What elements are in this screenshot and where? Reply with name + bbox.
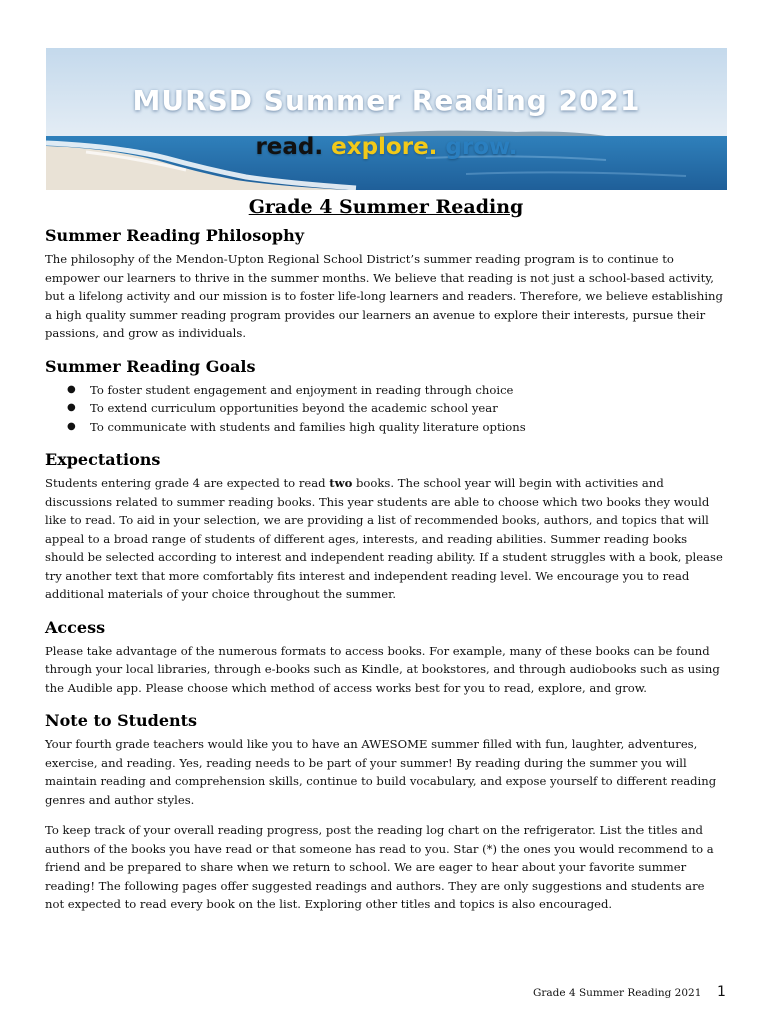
access-section [45,618,727,698]
philosophy-section [45,226,727,343]
bullet-icon: ● [67,420,76,432]
expectations-body: Students entering grade 4 are expected to read two books. The school year will begin with activities and discussions related to summer reading books. This year students are able to choose which two books they would like to read. To aid in your selection, we are providing a list of recommended books, authors, and topics that will appeal to a broad range of students of different ages, interests, and reading abilities. Summer reading books should be selected according to interest and independent reading ability. If a student struggles with a book, please try another text that more comfortably fits interest and independent reading level. We encourage you to read additional materials of your choice throughout the summer. [45,476,723,601]
philosophy-body: The philosophy of the Mendon-Upton Regional School District’s summer reading program is to continue to empower our learners to thrive in the summer months. We believe that reading is not just a school-based activity, but a lifelong activity and our mission is to foster life-long learners and readers. Therefore, we believe establishing a high quality summer reading program provides our learners an avenue to explore their interests, pursue their passions, and grow as individuals. [45,252,723,340]
banner-title: MURSD Summer Reading 2021 [132,84,641,117]
header-banner [46,48,727,190]
philosophy-heading: Summer Reading Philosophy [45,226,305,245]
page-footer: Grade 4 Summer Reading 2021 [533,987,702,999]
expectations-section [45,450,727,604]
list-item: ● To communicate with students and families high quality literature options [45,418,727,437]
note-heading: Note to Students [45,711,198,730]
list-item: ● To foster student engagement and enjoyment in reading through choice [45,381,727,400]
expectations-heading: Expectations [45,450,161,469]
bullet-icon: ● [67,402,76,413]
goals-list [45,381,727,437]
note-body-2: To keep track of your overall reading progress, post the reading log chart on the refrigerator. List the titles and authors of the books you have read or that someone has read to you. Star (*) the ones you would recommend to a friend and be prepared to share when we return to school. We are eager to hear about your favorite summer reading! The following pages offer suggested readings and authors. They are only suggestions and students are not expected to read every book on the list. Exploring other titles and topics is also encouraged. [45,823,714,911]
banner-tagline [46,134,727,160]
page-title: Grade 4 Summer Reading [248,196,524,218]
beach-banner-image [46,48,727,190]
tagline-read: read. [255,134,324,160]
document-content [45,196,727,928]
goals-heading: Summer Reading Goals [45,356,256,376]
tagline-grow: grow. [445,134,518,160]
tagline-explore: explore. [331,134,438,160]
access-body: Please take advantage of the numerous formats to access books. For example, many of these books can be found through your local libraries, through e-books such as Kindle, at bookstores, and through audiobooks such as using the Audible app. Please choose which method of access works best for you to read, explore, and grow. [45,643,720,695]
note-body-1: Your fourth grade teachers would like you to have an AWESOME summer filled with fun, laughter, adventures, exercise, and reading. Yes, reading needs to be part of your summer! By reading during the summer you will maintain reading and comprehension skills, continue to build vocabulary, and expose yourself to different reading genres and author styles. [45,737,717,807]
page-number: 1 [717,984,726,1000]
access-heading: Access [45,617,106,637]
list-item: ● To extend curriculum opportunities beyond the academic school year [45,399,727,418]
goals-section [45,357,727,437]
bullet-icon: ● [67,383,76,395]
note-section [45,711,727,914]
emphasis-two: two [329,476,353,490]
